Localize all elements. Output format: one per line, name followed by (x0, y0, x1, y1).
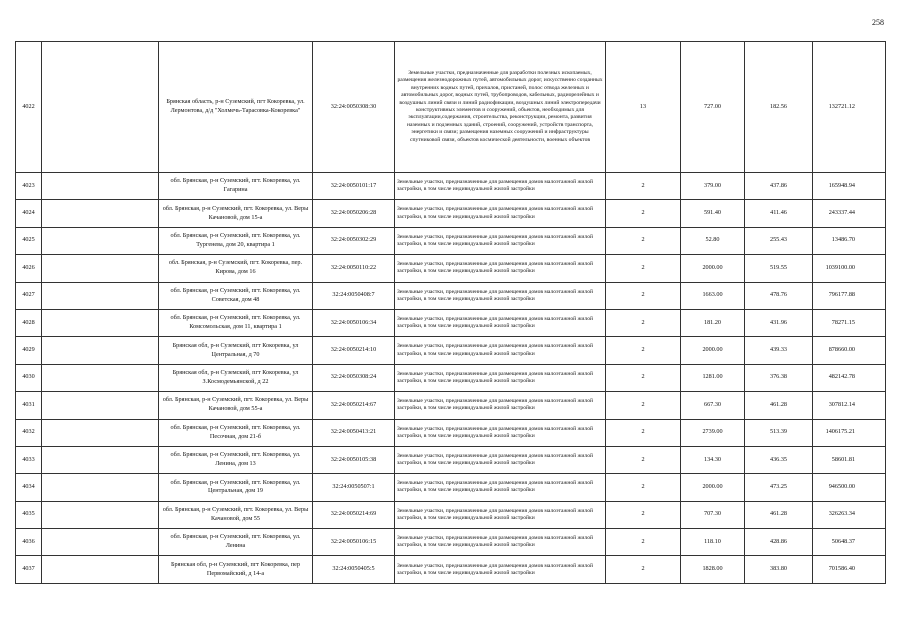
area-cell: 1828.00 (681, 556, 745, 583)
land-use-cell: Земельные участки, предназначенные для размещения домов малоэтажной жилой застройки, в том числе индивидуальной жилой застройки (395, 173, 606, 200)
empty-cell (42, 255, 159, 282)
specific-value-cell: 439.33 (745, 337, 813, 364)
table-row (16, 337, 886, 364)
cadastral-number-cell: 32:24:0050101:17 (313, 173, 395, 200)
empty-cell (42, 556, 159, 583)
group-cell: 2 (606, 446, 681, 473)
cadastral-number-cell: 32:24:0050507:1 (313, 474, 395, 501)
group-cell: 2 (606, 556, 681, 583)
row-number-cell: 4031 (16, 392, 42, 419)
cadastral-number-cell: 32:24:0050106:15 (313, 529, 395, 556)
cadastral-value-table (15, 41, 886, 584)
cadastral-number-cell: 32:24:0050308:30 (313, 42, 395, 173)
row-number-cell: 4026 (16, 255, 42, 282)
row-number-cell: 4033 (16, 446, 42, 473)
row-number-cell: 4023 (16, 173, 42, 200)
row-number-cell: 4030 (16, 364, 42, 391)
table-row (16, 173, 886, 200)
address-cell: обл. Брянская, р-н Суземский, пгт. Кокоревка, ул. Советская, дом 48 (159, 282, 313, 309)
area-cell: 379.00 (681, 173, 745, 200)
table-row (16, 446, 886, 473)
cadastral-number-cell: 32:24:0050214:67 (313, 392, 395, 419)
specific-value-cell: 473.25 (745, 474, 813, 501)
area-cell: 591.40 (681, 200, 745, 227)
row-number-cell: 4027 (16, 282, 42, 309)
area-cell: 2000.00 (681, 255, 745, 282)
address-cell: обл. Брянская, р-н Суземский, пгт. Кокоревка, ул. Ленина (159, 529, 313, 556)
cadastral-number-cell: 32:24:0050408:7 (313, 282, 395, 309)
area-cell: 707.30 (681, 501, 745, 528)
address-cell: обл. Брянская, р-н Суземский, пгт. Кокоревка, ул. Песочная, дом 21-б (159, 419, 313, 446)
land-use-cell: Земельные участки, предназначенные для размещения домов малоэтажной жилой застройки, в том числе индивидуальной жилой застройки (395, 200, 606, 227)
row-number-cell: 4029 (16, 337, 42, 364)
cadastral-number-cell: 32:24:0050214:10 (313, 337, 395, 364)
land-use-cell: Земельные участки, предназначенные для размещения домов малоэтажной жилой застройки, в том числе индивидуальной жилой застройки (395, 255, 606, 282)
empty-cell (42, 529, 159, 556)
area-cell: 2739.00 (681, 419, 745, 446)
table-row (16, 200, 886, 227)
table-row (16, 392, 886, 419)
cadastral-number-cell: 32:24:0050405:5 (313, 556, 395, 583)
group-cell: 2 (606, 282, 681, 309)
address-cell: обл. Брянская, р-н Суземский, пгт. Кокоревка, пер. Кирова, дом 16 (159, 255, 313, 282)
address-cell: обл. Брянская, р-н Суземский, пгт. Кокоревка, ул. Веры Качановой, дом 55 (159, 501, 313, 528)
cadastral-value-cell: 946500.00 (813, 474, 886, 501)
specific-value-cell: 255.43 (745, 227, 813, 254)
specific-value-cell: 182.56 (745, 42, 813, 173)
address-cell: Брянская обл, р-н Суземский, пгт Кокоревка, ул Центральная, д 70 (159, 337, 313, 364)
table-row (16, 501, 886, 528)
address-cell: Брянская область, р-н Суземский, пгт Кокоревка, ул. Лермонтова, д/д "Холмечь-Тарасовка-Кокоревка" (159, 42, 313, 173)
group-cell: 2 (606, 364, 681, 391)
cadastral-value-cell: 243337.44 (813, 200, 886, 227)
land-use-cell: Земельные участки, предназначенные для размещения домов малоэтажной жилой застройки, в том числе индивидуальной жилой застройки (395, 501, 606, 528)
area-cell: 667.30 (681, 392, 745, 419)
group-cell: 2 (606, 474, 681, 501)
empty-cell (42, 173, 159, 200)
land-use-cell: Земельные участки, предназначенные для размещения домов малоэтажной жилой застройки, в том числе индивидуальной жилой застройки (395, 419, 606, 446)
empty-cell (42, 501, 159, 528)
empty-cell (42, 309, 159, 336)
empty-cell (42, 474, 159, 501)
area-cell: 2000.00 (681, 337, 745, 364)
cadastral-value-cell: 307812.14 (813, 392, 886, 419)
cadastral-value-cell: 326263.34 (813, 501, 886, 528)
cadastral-number-cell: 32:24:0050110:22 (313, 255, 395, 282)
empty-cell (42, 446, 159, 473)
row-number-cell: 4032 (16, 419, 42, 446)
empty-cell (42, 364, 159, 391)
group-cell: 2 (606, 419, 681, 446)
specific-value-cell: 461.28 (745, 501, 813, 528)
table-row (16, 282, 886, 309)
group-cell: 2 (606, 173, 681, 200)
cadastral-value-cell: 796177.88 (813, 282, 886, 309)
row-number-cell: 4022 (16, 42, 42, 173)
empty-cell (42, 282, 159, 309)
cadastral-value-cell: 1406175.21 (813, 419, 886, 446)
area-cell: 52.80 (681, 227, 745, 254)
area-cell: 2000.00 (681, 474, 745, 501)
cadastral-value-cell: 50648.37 (813, 529, 886, 556)
specific-value-cell: 513.39 (745, 419, 813, 446)
area-cell: 181.20 (681, 309, 745, 336)
cadastral-number-cell: 32:24:0050106:34 (313, 309, 395, 336)
address-cell: Брянская обл, р-н Суземский, пгт Кокоревка, ул З.Космодемьянской, д 22 (159, 364, 313, 391)
cadastral-number-cell: 32:24:0050206:28 (313, 200, 395, 227)
address-cell: обл. Брянская, р-н Суземский, пгт. Кокоревка, ул. Ленина, дом 13 (159, 446, 313, 473)
cadastral-value-cell: 58601.81 (813, 446, 886, 473)
cadastral-value-cell: 1039100.00 (813, 255, 886, 282)
specific-value-cell: 436.35 (745, 446, 813, 473)
table-row (16, 529, 886, 556)
cadastral-number-cell: 32:24:0050308:24 (313, 364, 395, 391)
cadastral-value-cell: 701586.40 (813, 556, 886, 583)
specific-value-cell: 383.80 (745, 556, 813, 583)
group-cell: 13 (606, 42, 681, 173)
area-cell: 727.00 (681, 42, 745, 173)
address-cell: обл. Брянская, р-н Суземский, пгт. Кокоревка, ул. Тургенева, дом 20, квартира 1 (159, 227, 313, 254)
group-cell: 2 (606, 529, 681, 556)
table-row (16, 42, 886, 173)
area-cell: 118.10 (681, 529, 745, 556)
empty-cell (42, 337, 159, 364)
row-number-cell: 4037 (16, 556, 42, 583)
cadastral-value-cell: 878660.00 (813, 337, 886, 364)
group-cell: 2 (606, 200, 681, 227)
cadastral-value-cell: 482142.78 (813, 364, 886, 391)
empty-cell (42, 392, 159, 419)
cadastral-value-cell: 165948.94 (813, 173, 886, 200)
land-use-cell: Земельные участки, предназначенные для размещения домов малоэтажной жилой застройки, в том числе индивидуальной жилой застройки (395, 392, 606, 419)
land-use-cell: Земельные участки, предназначенные для разработки полезных ископаемых, размещения железнодорожных путей, автомобильных дорог, искусственно созданных внутренних водных путей, причалов, пристаней, полос отвода железных и автомобильных дорог, водных путей, трубопроводов, кабельных, радиорелейных и воздушных линий связи и линий радиофикации, воздушных линий электропередачи конструктивных элементов и сооружений, объектов, необходимых для эксплуатации,содержания, строительства, реконструкции, ремонта, развития наземных и подземных зданий, строений, сооружений, устройств транспорта, энергетики и связи; размещения наземных сооружений и инфраструктуры спутниковой связи, объектов космической деятельности, военных объектов (395, 42, 606, 173)
table-row (16, 364, 886, 391)
group-cell: 2 (606, 227, 681, 254)
page-number: 258 (872, 18, 884, 27)
cadastral-value-cell: 132721.12 (813, 42, 886, 173)
area-cell: 1281.00 (681, 364, 745, 391)
table-row (16, 227, 886, 254)
land-use-cell: Земельные участки, предназначенные для размещения домов малоэтажной жилой застройки, в том числе индивидуальной жилой застройки (395, 337, 606, 364)
group-cell: 2 (606, 309, 681, 336)
table-row (16, 309, 886, 336)
address-cell: обл. Брянская, р-н Суземский, пгт. Кокоревка, ул. Веры Качановой, дом 15-а (159, 200, 313, 227)
cadastral-number-cell: 32:24:0050302:29 (313, 227, 395, 254)
row-number-cell: 4035 (16, 501, 42, 528)
row-number-cell: 4024 (16, 200, 42, 227)
cadastral-value-cell: 78271.15 (813, 309, 886, 336)
specific-value-cell: 519.55 (745, 255, 813, 282)
empty-cell (42, 200, 159, 227)
empty-cell (42, 419, 159, 446)
specific-value-cell: 411.46 (745, 200, 813, 227)
specific-value-cell: 376.38 (745, 364, 813, 391)
row-number-cell: 4028 (16, 309, 42, 336)
cadastral-number-cell: 32:24:0050105:38 (313, 446, 395, 473)
address-cell: обл. Брянская, р-н Суземский, пгт. Кокоревка, ул. Комсомольская, дом 11, квартира 1 (159, 309, 313, 336)
table-row (16, 474, 886, 501)
area-cell: 134.30 (681, 446, 745, 473)
cadastral-number-cell: 32:24:0050413:21 (313, 419, 395, 446)
empty-cell (42, 227, 159, 254)
land-use-cell: Земельные участки, предназначенные для размещения домов малоэтажной жилой застройки, в том числе индивидуальной жилой застройки (395, 474, 606, 501)
row-number-cell: 4036 (16, 529, 42, 556)
cadastral-number-cell: 32:24:0050214:69 (313, 501, 395, 528)
land-use-cell: Земельные участки, предназначенные для размещения домов малоэтажной жилой застройки, в том числе индивидуальной жилой застройки (395, 282, 606, 309)
group-cell: 2 (606, 255, 681, 282)
area-cell: 1663.00 (681, 282, 745, 309)
land-use-cell: Земельные участки, предназначенные для размещения домов малоэтажной жилой застройки, в том числе индивидуальной жилой застройки (395, 529, 606, 556)
table-row (16, 419, 886, 446)
row-number-cell: 4025 (16, 227, 42, 254)
table-row (16, 255, 886, 282)
specific-value-cell: 461.28 (745, 392, 813, 419)
group-cell: 2 (606, 501, 681, 528)
empty-cell (42, 42, 159, 173)
address-cell: обл. Брянская, р-н Суземский, пгт. Кокоревка, ул. Гагарина (159, 173, 313, 200)
land-use-cell: Земельные участки, предназначенные для размещения домов малоэтажной жилой застройки, в том числе индивидуальной жилой застройки (395, 309, 606, 336)
cadastral-value-cell: 13486.70 (813, 227, 886, 254)
group-cell: 2 (606, 392, 681, 419)
table-row (16, 556, 886, 583)
specific-value-cell: 431.96 (745, 309, 813, 336)
address-cell: обл. Брянская, р-н Суземский, пгт. Кокоревка, ул. Веры Качановой, дом 55-а (159, 392, 313, 419)
land-use-cell: Земельные участки, предназначенные для размещения домов малоэтажной жилой застройки, в том числе индивидуальной жилой застройки (395, 556, 606, 583)
land-use-cell: Земельные участки, предназначенные для размещения домов малоэтажной жилой застройки, в том числе индивидуальной жилой застройки (395, 227, 606, 254)
group-cell: 2 (606, 337, 681, 364)
row-number-cell: 4034 (16, 474, 42, 501)
address-cell: Брянская обл, р-н Суземский, пгт Кокоревка, пер Первомайский, д 14-а (159, 556, 313, 583)
land-use-cell: Земельные участки, предназначенные для размещения домов малоэтажной жилой застройки, в том числе индивидуальной жилой застройки (395, 364, 606, 391)
specific-value-cell: 478.76 (745, 282, 813, 309)
specific-value-cell: 437.86 (745, 173, 813, 200)
land-use-cell: Земельные участки, предназначенные для размещения домов малоэтажной жилой застройки, в том числе индивидуальной жилой застройки (395, 446, 606, 473)
specific-value-cell: 428.86 (745, 529, 813, 556)
address-cell: обл. Брянская, р-н Суземский, пгт. Кокоревка, ул. Центральная, дом 19 (159, 474, 313, 501)
